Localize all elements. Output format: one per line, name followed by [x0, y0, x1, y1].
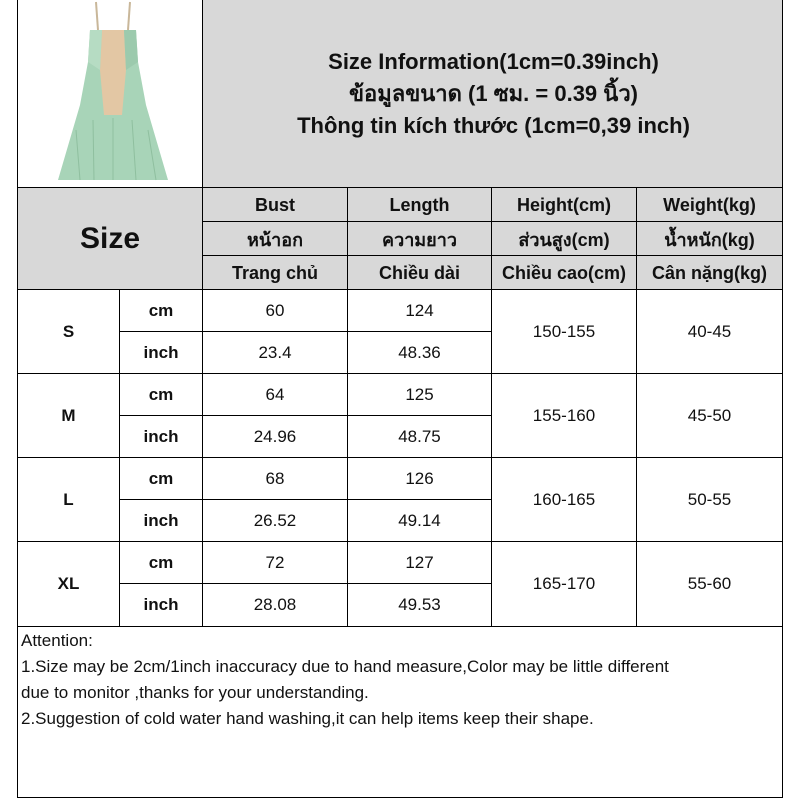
- size-l-length-inch: 49.14: [398, 510, 441, 530]
- size-s-bust-cm: 60: [265, 300, 285, 320]
- size-information-title: [205, 0, 782, 187]
- size-l-weight: 50-55: [687, 489, 732, 509]
- attention-heading: Attention:: [21, 631, 93, 650]
- col-weight-en: Weight(kg): [663, 194, 756, 215]
- size-m-unit-inch: inch: [143, 426, 179, 446]
- size-l-bust-cm: 68: [265, 468, 285, 488]
- size-xl-height: 165-170: [532, 574, 596, 593]
- col-bust-th: หน้าอก: [247, 229, 303, 250]
- col-length-vi: Chiều dài: [378, 262, 460, 283]
- size-s-length-inch: 48.36: [398, 342, 441, 362]
- attention-note-1: 1.Size may be 2cm/1inch inaccuracy due to hand measure,Color may be little different: [21, 657, 669, 676]
- col-length-th: ความยาว: [382, 229, 457, 250]
- size-m-length-cm: 125: [405, 384, 434, 404]
- size-xl-unit-inch: inch: [143, 595, 179, 614]
- col-length-en: Length: [389, 194, 450, 215]
- col-bust-vi: Trang chủ: [231, 262, 318, 283]
- attention-note-2: 2.Suggestion of cold water hand washing,it can help items keep their shape.: [21, 709, 594, 728]
- size-l-bust-inch: 26.52: [253, 510, 297, 530]
- size-xl-weight: 55-60: [687, 574, 732, 593]
- col-bust-en: Bust: [255, 194, 295, 215]
- col-height-en: Height(cm): [517, 194, 611, 215]
- size-xl-length-inch: 49.53: [398, 595, 441, 614]
- attention-note-1-cont: due to monitor ,thanks for your understanding.: [21, 683, 369, 702]
- size-s-unit-inch: inch: [143, 342, 179, 362]
- size-l-unit-inch: inch: [143, 510, 179, 530]
- col-weight-vi: Cân nặng(kg): [652, 262, 767, 283]
- size-m-length-inch: 48.75: [398, 426, 441, 446]
- size-s-label: S: [62, 321, 75, 341]
- size-s-unit-cm: cm: [148, 300, 174, 320]
- size-m-bust-inch: 24.96: [253, 426, 297, 446]
- size-l-length-cm: 126: [405, 468, 434, 488]
- col-height-vi: Chiều cao(cm): [501, 262, 627, 283]
- size-m-bust-cm: 64: [265, 384, 285, 404]
- size-m-height: 155-160: [532, 405, 596, 425]
- size-xl-unit-cm: cm: [148, 552, 174, 572]
- size-xl-bust-inch: 28.08: [253, 595, 297, 614]
- size-s-length-cm: 124: [405, 300, 434, 320]
- size-s-weight: 40-45: [687, 321, 732, 341]
- col-weight-th: น้ำหนัก(kg): [664, 229, 755, 250]
- title-english: Size Information(1cm=0.39inch): [328, 48, 659, 74]
- size-s-bust-inch: 23.4: [258, 342, 292, 362]
- size-l-unit-cm: cm: [148, 468, 174, 488]
- size-l-height: 160-165: [532, 489, 596, 509]
- attention-notes: [21, 628, 781, 732]
- size-l-label: L: [63, 489, 74, 509]
- title-thai: ข้อมูลขนาด (1 ซม. = 0.39 นิ้ว): [348, 80, 638, 106]
- col-height-th: ส่วนสูง(cm): [518, 229, 610, 250]
- size-xl-label: XL: [57, 574, 80, 593]
- size-s-height: 150-155: [532, 321, 596, 341]
- size-xl-length-cm: 127: [405, 552, 434, 572]
- product-photo: [18, 0, 202, 186]
- size-m-label: M: [61, 405, 76, 425]
- title-vietnamese: Thông tin kích thước (1cm=0,39 inch): [297, 112, 690, 138]
- size-header: Size: [79, 221, 141, 255]
- size-m-weight: 45-50: [687, 405, 732, 425]
- dress-icon: [18, 0, 202, 186]
- size-xl-bust-cm: 72: [265, 552, 285, 572]
- size-m-unit-cm: cm: [148, 384, 174, 404]
